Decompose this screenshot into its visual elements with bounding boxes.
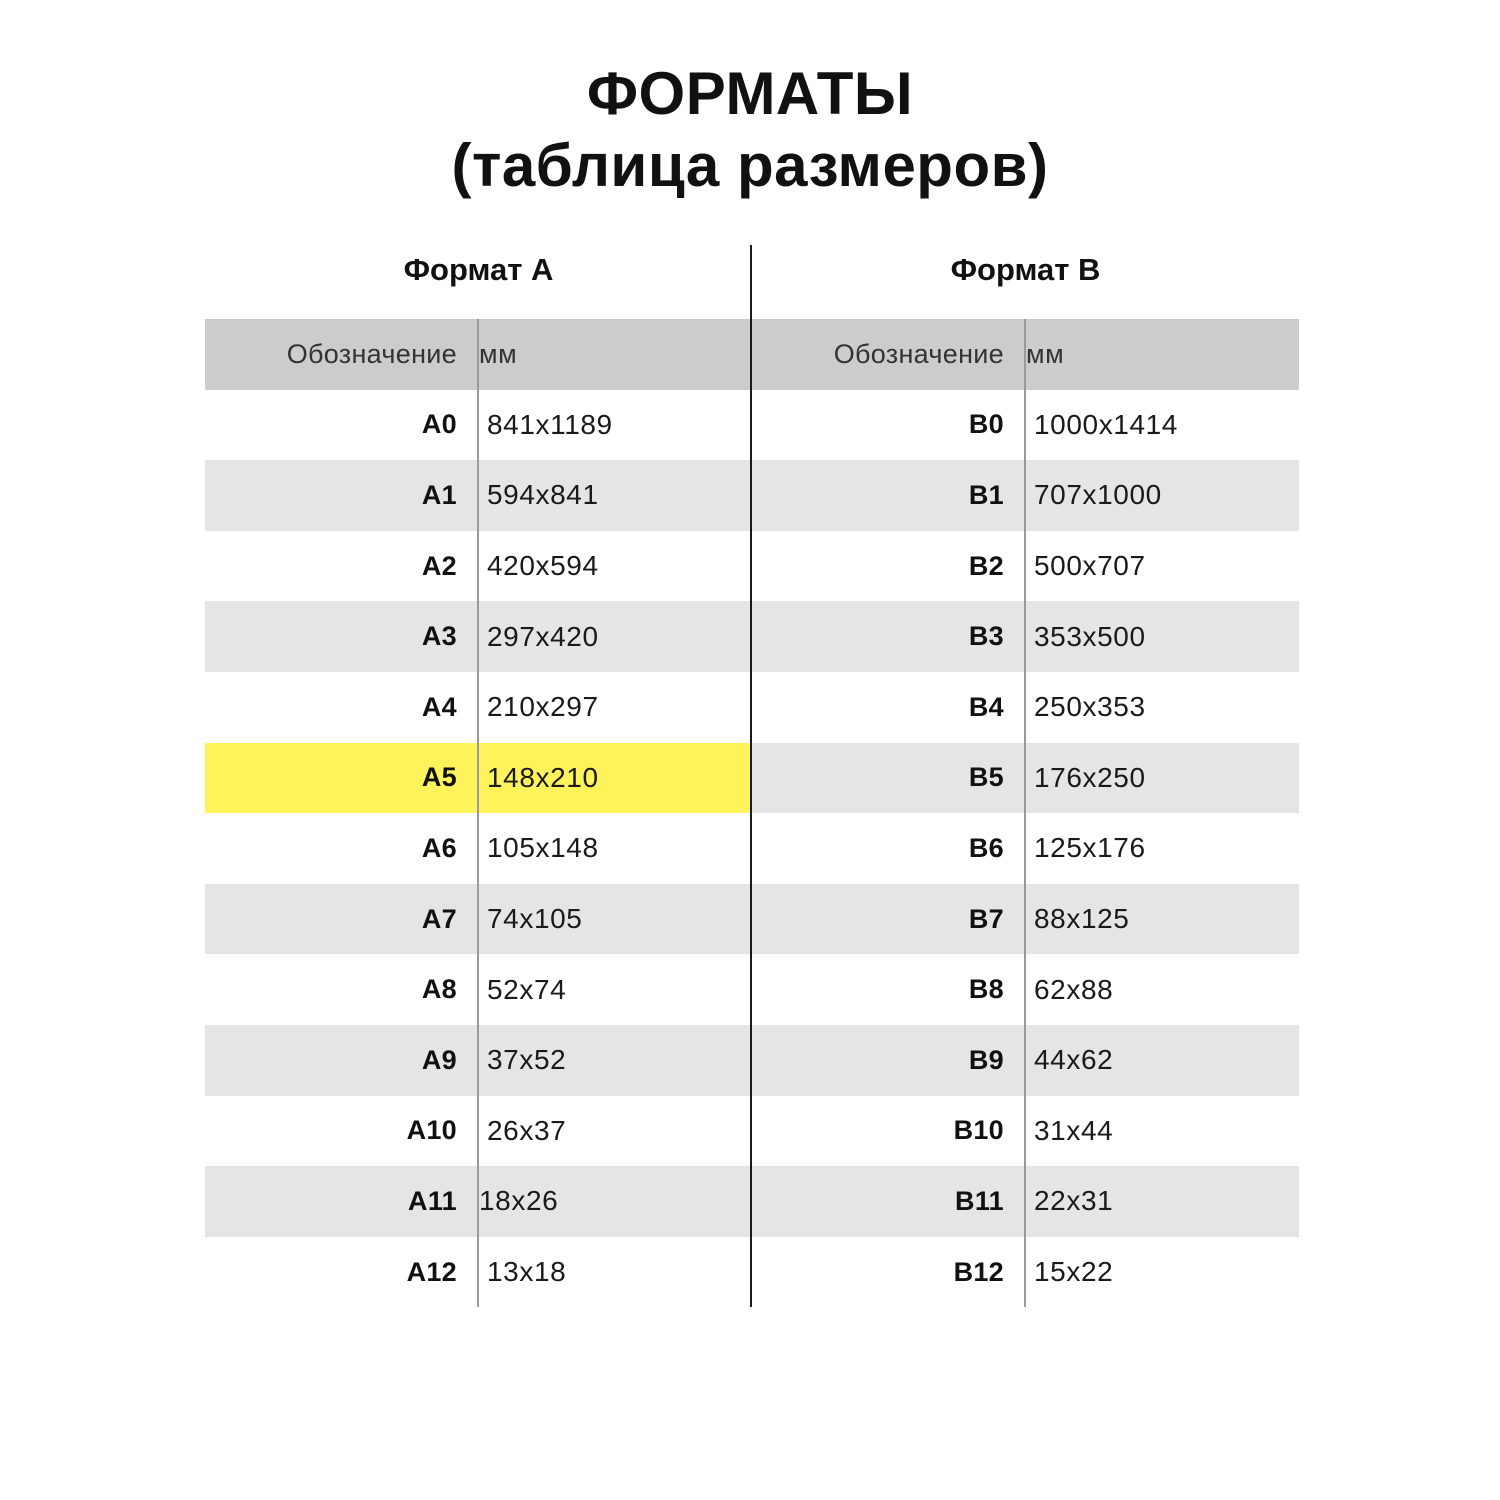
center-divider [750, 245, 752, 1307]
format-name: А8 [421, 974, 457, 1005]
format-a-col-size: мм [479, 338, 518, 369]
format-size: 210x297 [487, 691, 599, 723]
format-size: 420x594 [487, 550, 599, 582]
format-a-col-name: Обозначение [286, 338, 457, 369]
format-name: А7 [421, 903, 457, 934]
format-size: 707x1000 [1034, 479, 1162, 511]
format-size: 353x500 [1034, 620, 1146, 652]
format-size: 26x37 [487, 1114, 567, 1146]
format-a-heading: Формат А [403, 252, 554, 287]
format-size: 125x176 [1034, 832, 1146, 864]
format-name: В0 [968, 409, 1004, 440]
format-a-column-divider [477, 319, 479, 1307]
format-name: А10 [406, 1115, 457, 1146]
format-name: В11 [955, 1185, 1004, 1216]
format-size: 297x420 [487, 620, 599, 652]
format-name: А4 [421, 691, 457, 722]
format-name: В5 [968, 762, 1004, 793]
format-size: 1000x1414 [1034, 408, 1178, 440]
format-a-section [205, 245, 752, 1307]
format-b-col-size: мм [1026, 338, 1065, 369]
format-size: 105x148 [487, 832, 599, 864]
format-size: 250x353 [1034, 691, 1146, 723]
format-b-col-name: Обозначение [833, 338, 1004, 369]
format-b-heading: Формат В [950, 252, 1101, 287]
format-size: 15x22 [1034, 1256, 1114, 1288]
format-size: 22x31 [1034, 1185, 1114, 1217]
format-size: 841x1189 [487, 408, 613, 440]
page-title [0, 58, 1500, 202]
format-name: А3 [421, 621, 457, 652]
format-size: 31x44 [1034, 1114, 1114, 1146]
format-name: В12 [953, 1256, 1004, 1287]
formats-table [205, 245, 1299, 1307]
format-size: 176x250 [1034, 761, 1146, 793]
format-size: 13x18 [487, 1256, 567, 1288]
format-size: 148x210 [487, 761, 599, 793]
format-name: В2 [968, 550, 1004, 581]
format-b-column-divider [1024, 319, 1026, 1307]
format-name: В1 [968, 479, 1004, 510]
format-name: В4 [968, 691, 1004, 722]
format-name: А9 [421, 1044, 457, 1075]
format-b-section [752, 245, 1299, 1307]
format-size: 74x105 [487, 903, 583, 935]
title-line-2: (таблица размеров) [451, 132, 1049, 199]
format-size: 594x841 [487, 479, 599, 511]
format-name: В10 [953, 1115, 1004, 1146]
format-size: 88x125 [1034, 903, 1130, 935]
format-name: А6 [421, 832, 457, 863]
format-size: 37x52 [487, 1044, 567, 1076]
title-line-1: ФОРМАТЫ [586, 60, 914, 127]
format-name: В3 [968, 621, 1004, 652]
format-name: В7 [968, 903, 1004, 934]
format-name: А12 [406, 1256, 457, 1287]
format-size: 44x62 [1034, 1044, 1114, 1076]
format-name: А2 [421, 550, 457, 581]
format-name: В6 [968, 832, 1004, 863]
format-name: В9 [968, 1044, 1004, 1075]
format-size: 18x26 [479, 1185, 559, 1217]
format-name: А5 [421, 762, 457, 793]
format-name: А0 [421, 409, 457, 440]
format-name: А1 [421, 479, 457, 510]
format-size: 62x88 [1034, 973, 1114, 1005]
format-name: В8 [968, 974, 1004, 1005]
format-size: 52x74 [487, 973, 567, 1005]
format-name: А11 [408, 1185, 457, 1216]
format-size: 500x707 [1034, 550, 1146, 582]
